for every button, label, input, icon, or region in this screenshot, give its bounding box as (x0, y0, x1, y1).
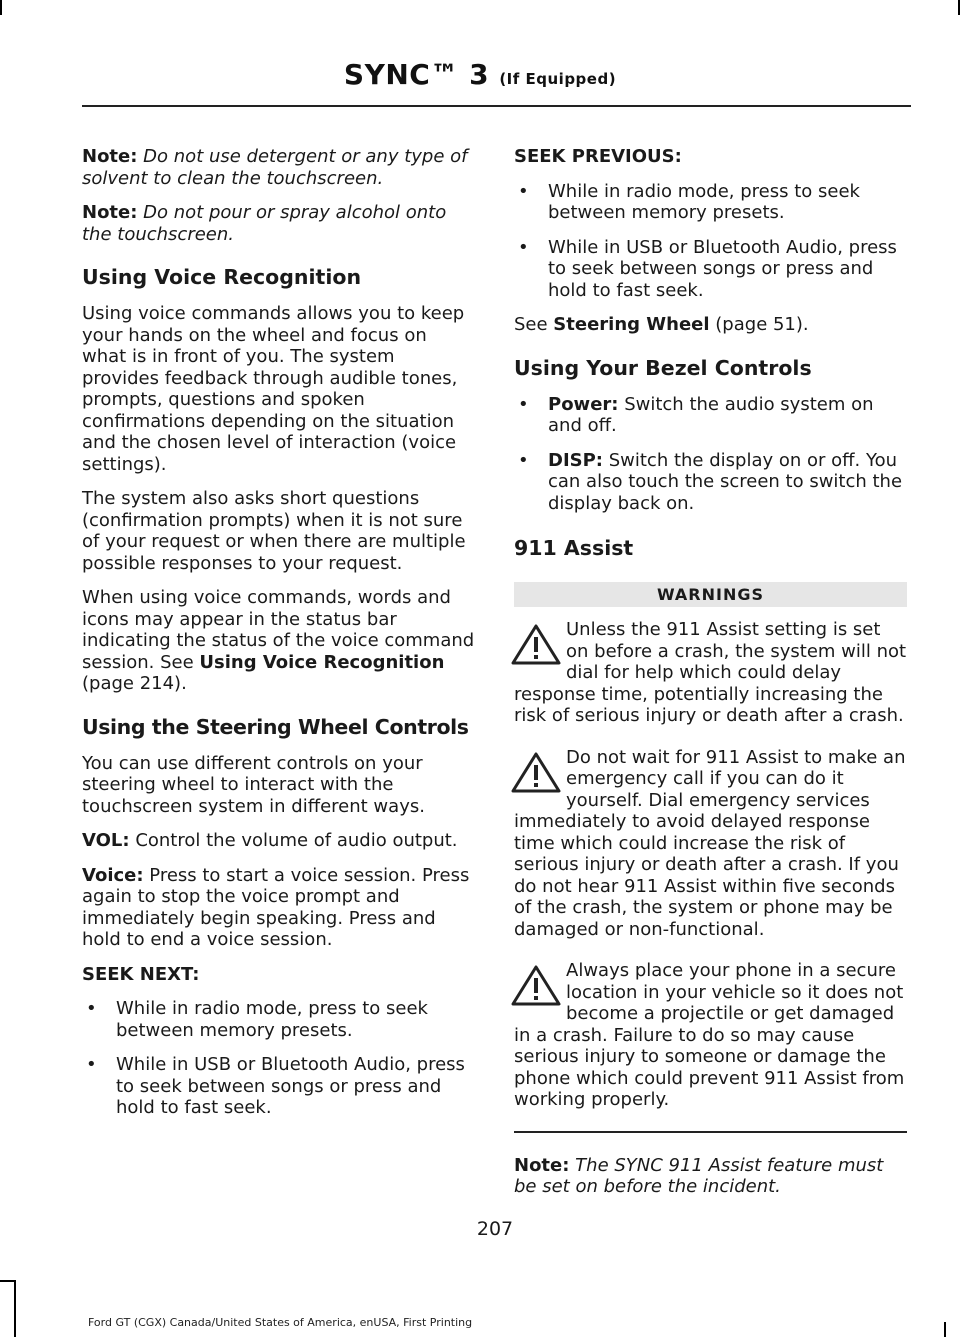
list-item: • DISP: Switch the display on or off. You can also touch the screen to switch the display back on. (518, 449, 903, 514)
header-subtitle: (If Equipped) (499, 70, 617, 88)
heading-bezel-controls: Using Your Bezel Controls (514, 355, 812, 380)
page-header (0, 58, 960, 91)
left-column (82, 146, 475, 1132)
link-steering-wheel[interactable]: Steering Wheel (553, 314, 710, 335)
warnings-banner: WARNINGS (514, 582, 907, 607)
list-item: • While in USB or Bluetooth Audio, press to seek between songs or press and hold to fast seek. (86, 1054, 465, 1118)
crop-mark-top-left (0, 0, 2, 15)
seek-previous-label: SEEK PREVIOUS: (514, 146, 682, 167)
voice-paragraph-1: Using voice commands allows you to keep your hands on the wheel and focus on what is in front of you. The system provides feedback through audible tones, prompts, questions and spoken confirmations depending on the situation and the chosen level of interaction (voice settings). (82, 303, 465, 475)
heading-911-assist: 911 Assist (514, 536, 634, 560)
note-detergent: Note: Do not use detergent or any type of solvent to clean the touchscreen. (82, 146, 468, 189)
page-number: 207 (476, 1218, 514, 1240)
warning-triangle-icon (510, 751, 562, 795)
seek-next-list (82, 998, 475, 1119)
vol-description: VOL: Control the volume of audio output. (82, 830, 458, 851)
note-911-assist: Note: The SYNC 911 Assist feature must be set on before the incident. (514, 1154, 884, 1197)
voice-button-description: Voice: Press to start a voice session. Press again to stop the voice prompt and immediately begin speaking. Press and hold to end a voice session. (82, 864, 470, 950)
warning-item: Unless the 911 Assist setting is set on before a crash, the system will not dial for help which could delay response time, potentially increasing the risk of serious injury or death after a crash. (514, 619, 907, 727)
bezel-list (514, 394, 907, 515)
heading-steering-wheel-controls: Using the Steering Wheel Controls (82, 714, 469, 739)
list-item: • While in radio mode, press to seek between memory presets. (518, 180, 860, 223)
warning-item: Do not wait for 911 Assist to make an emergency call if you can do it yourself. Dial emergency services immediately to avoid delayed response time which could increase the risk of serious injury or death after a crash. If you do not hear 911 Assist within five seconds of the crash, the system or phone may be damaged or non-functional. (514, 747, 907, 941)
warnings-end-divider (514, 1131, 907, 1133)
crop-mark-bottom-left-h (0, 1280, 16, 1282)
heading-voice-recognition: Using Voice Recognition (82, 265, 362, 289)
list-item: • While in radio mode, press to seek between memory presets. (86, 998, 428, 1041)
header-title: SYNC™ 3 (343, 58, 490, 91)
seek-previous-list (514, 181, 907, 302)
crop-mark-bottom-right (944, 1322, 946, 1337)
seek-next-label: SEEK NEXT: (82, 963, 200, 985)
note-alcohol: Note: Do not pour or spray alcohol onto the touchscreen. (82, 202, 447, 245)
warning-item: Always place your phone in a secure location in your vehicle so it does not become a projectile or get damaged in a crash. Failure to do so may cause serious injury to someone or damage the phone which could prevent 911 Assist from working properly. (514, 960, 907, 1111)
crop-mark-bottom-left-v (14, 1280, 16, 1337)
voice-paragraph-3: When using voice commands, words and icons may appear in the status bar indicating the status of the voice command session. See Using Voice Recognition (page 214). (82, 587, 475, 694)
voice-paragraph-2: The system also asks short questions (confirmation prompts) when it is not sure of your request or when there are multiple possible responses to your request. (82, 488, 466, 574)
list-item: • While in USB or Bluetooth Audio, press to seek between songs or press and hold to fast seek. (518, 236, 897, 301)
see-steering-wheel: See Steering Wheel (page 51). (514, 314, 809, 335)
list-item: • Power: Switch the audio system on and off. (518, 393, 874, 436)
warning-triangle-icon (510, 964, 562, 1008)
right-column (514, 146, 907, 1211)
steering-paragraph: You can use different controls on your steering wheel to interact with the touchscreen system in different ways. (82, 752, 425, 817)
footer-text: Ford GT (CGX) Canada/United States of America, enUSA, First Printing (88, 1316, 473, 1329)
warning-triangle-icon (510, 623, 562, 667)
header-divider (82, 105, 911, 107)
link-voice-recognition[interactable]: Using Voice Recognition (199, 651, 445, 673)
